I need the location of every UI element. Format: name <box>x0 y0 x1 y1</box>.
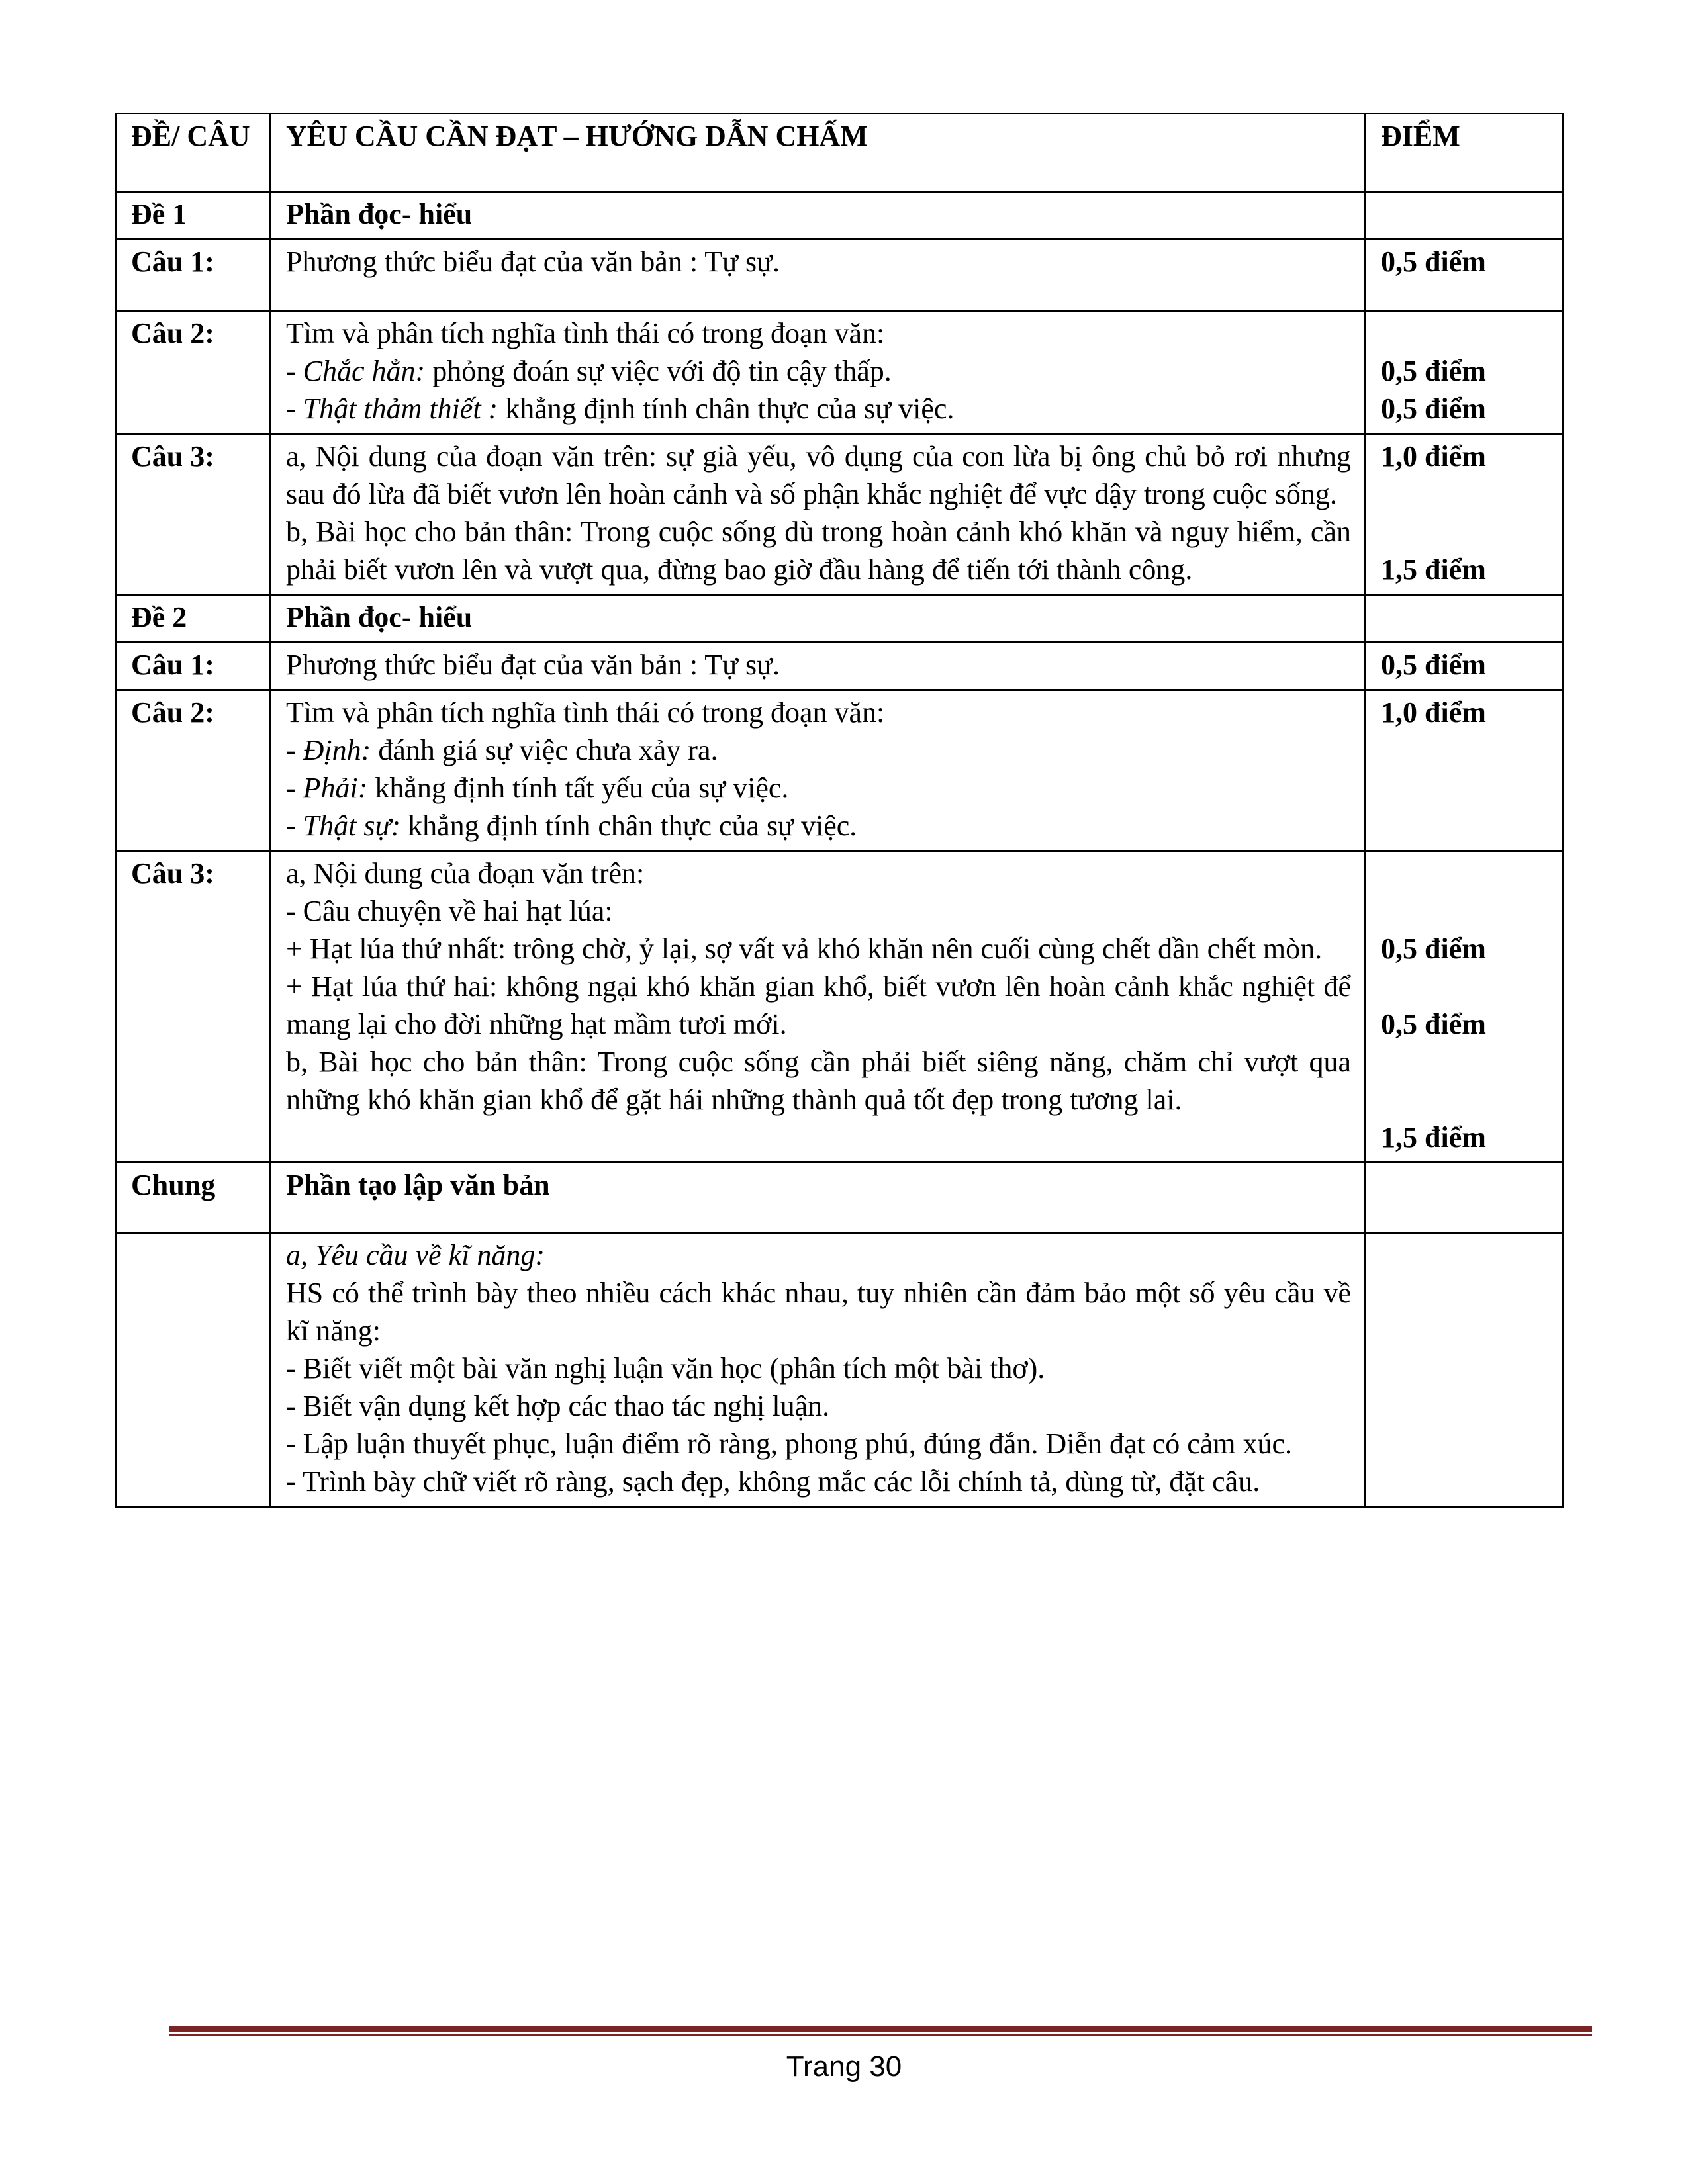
de1-cau2-item1: - Chắc hẳn: phỏng đoán sự việc với độ tin cậy thấp. <box>286 355 892 387</box>
de2-cau3-content <box>271 851 1366 1163</box>
de1-cau3-score-a: 1,0 điểm <box>1381 440 1486 473</box>
de1-cau3-label: Câu 3: <box>116 434 271 595</box>
de2-label: Đề 2 <box>116 595 271 643</box>
de2-cau3-story: - Câu chuyện về hai hạt lúa: <box>286 895 613 927</box>
chung-skill-3: - Lập luận thuyết phục, luận điểm rõ ràng, phong phú, đúng đắn. Diễn đạt có cảm xúc. <box>286 1428 1293 1460</box>
de1-cau2-content <box>271 311 1366 434</box>
de2-cau1-row <box>116 643 1563 690</box>
chung-skill-4: - Trình bày chữ viết rõ ràng, sạch đẹp, không mắc các lỗi chính tả, dùng từ, đặt câu. <box>286 1465 1260 1498</box>
de2-cau2-intro: Tìm và phân tích nghĩa tình thái có trong đoạn văn: <box>286 696 885 729</box>
chung-label: Chung <box>116 1163 271 1233</box>
chung-skill-2: - Biết vận dụng kết hợp các thao tác nghị luận. <box>286 1390 830 1422</box>
de2-cau2-score: 1,0 điểm <box>1366 690 1563 851</box>
page-number: Trang 30 <box>786 2050 902 2083</box>
de2-cau3-scores <box>1366 851 1563 1163</box>
chung-section-title: Phần tạo lập văn bản <box>271 1163 1366 1233</box>
de1-cau2-row <box>116 311 1563 434</box>
de2-cau3-score-p2: 0,5 điểm <box>1381 1008 1486 1040</box>
de1-cau1-row <box>116 240 1563 311</box>
header-requirements: YÊU CẦU CẦN ĐẠT – HƯỚNG DẪN CHẤM <box>271 114 1366 192</box>
de2-cau3-label: Câu 3: <box>116 851 271 1163</box>
de1-cau1-text: Phương thức biểu đạt của văn bản : Tự sự. <box>271 240 1366 311</box>
de2-section-row <box>116 595 1563 643</box>
de1-cau2-scores <box>1366 311 1563 434</box>
de2-cau2-item2: - Phải: khẳng định tính tất yếu của sự việc. <box>286 772 789 804</box>
de1-cau3-score-b: 1,5 điểm <box>1381 553 1486 586</box>
de2-cau1-text: Phương thức biểu đạt của văn bản : Tự sự. <box>271 643 1366 690</box>
de1-cau2-score2: 0,5 điểm <box>1381 392 1486 425</box>
de2-cau3-p2: + Hạt lúa thứ hai: không ngại khó khăn gian khổ, biết vươn lên hoàn cảnh khắc nghiệt để mang lại cho đời những hạt mầm tươi mới. <box>286 970 1351 1040</box>
chung-content <box>271 1233 1366 1507</box>
de1-cau1-label: Câu 1: <box>116 240 271 311</box>
de2-cau3-score-b: 1,5 điểm <box>1381 1121 1486 1154</box>
chung-content-row <box>116 1233 1563 1507</box>
de2-cau2-label: Câu 2: <box>116 690 271 851</box>
de1-cau2-intro: Tìm và phân tích nghĩa tình thái có trong đoạn văn: <box>286 317 885 349</box>
de1-cau2-score1: 0,5 điểm <box>1381 355 1486 387</box>
header-de-cau: ĐỀ/ CÂU <box>116 114 271 192</box>
footer-rule-thick <box>169 2026 1592 2032</box>
de1-cau3-a: a, Nội dung của đoạn văn trên: sự già yếu, vô dụng của con lừa bị ông chủ bỏ rơi nhưng sau đó lừa đã biết vươn lên hoàn cảnh và số phận khắc nghiệt để vực dậy trong cuộc sống. <box>286 440 1351 510</box>
de1-cau3-scores <box>1366 434 1563 595</box>
de1-section-title: Phần đọc- hiểu <box>271 192 1366 240</box>
de2-cau3-b: b, Bài học cho bản thân: Trong cuộc sống cần phải biết siêng năng, chăm chỉ vượt qua những khó khăn gian khổ để gặt hái những thành quả tốt đẹp trong tương lai. <box>286 1046 1351 1116</box>
de2-cau1-label: Câu 1: <box>116 643 271 690</box>
de1-cau3-content <box>271 434 1366 595</box>
de2-cau3-score-p1: 0,5 điểm <box>1381 933 1486 965</box>
grading-table <box>115 113 1564 1508</box>
header-score: ĐIỂM <box>1366 114 1563 192</box>
de2-cau2-item1: - Định: đánh giá sự việc chưa xảy ra. <box>286 734 718 766</box>
de2-cau3-a: a, Nội dung của đoạn văn trên: <box>286 857 645 889</box>
de2-cau1-score: 0,5 điểm <box>1366 643 1563 690</box>
footer-rule-thin <box>169 2034 1592 2036</box>
de2-section-title: Phần đọc- hiểu <box>271 595 1366 643</box>
table-header-row <box>116 114 1563 192</box>
de2-cau2-content <box>271 690 1366 851</box>
chung-skill-1: - Biết viết một bài văn nghị luận văn học (phân tích một bài thơ). <box>286 1352 1045 1385</box>
de1-cau1-score: 0,5 điểm <box>1366 240 1563 311</box>
de2-cau2-item3: - Thật sự: khẳng định tính chân thực của sự việc. <box>286 809 857 842</box>
de1-cau2-label: Câu 2: <box>116 311 271 434</box>
chung-skills-title: a, Yêu cầu về kĩ năng: <box>286 1239 545 1271</box>
de1-cau3-row <box>116 434 1563 595</box>
chung-section-row <box>116 1163 1563 1233</box>
chung-skills-intro: HS có thể trình bày theo nhiều cách khác nhau, tuy nhiên cần đảm bảo một số yêu cầu về kĩ năng: <box>286 1277 1351 1347</box>
de1-cau3-b: b, Bài học cho bản thân: Trong cuộc sống dù trong hoàn cảnh khó khăn và nguy hiểm, cần phải biết vươn lên và vượt qua, đừng bao giờ đầu hàng để tiến tới thành công. <box>286 516 1351 586</box>
de1-cau2-item2: - Thật thảm thiết : khẳng định tính chân thực của sự việc. <box>286 392 955 425</box>
de2-cau2-row <box>116 690 1563 851</box>
de1-label: Đề 1 <box>116 192 271 240</box>
de2-cau3-p1: + Hạt lúa thứ nhất: trông chờ, ỷ lại, sợ vất vả khó khăn nên cuối cùng chết dần chết mòn. <box>286 933 1323 965</box>
de1-section-row <box>116 192 1563 240</box>
de2-cau3-row <box>116 851 1563 1163</box>
